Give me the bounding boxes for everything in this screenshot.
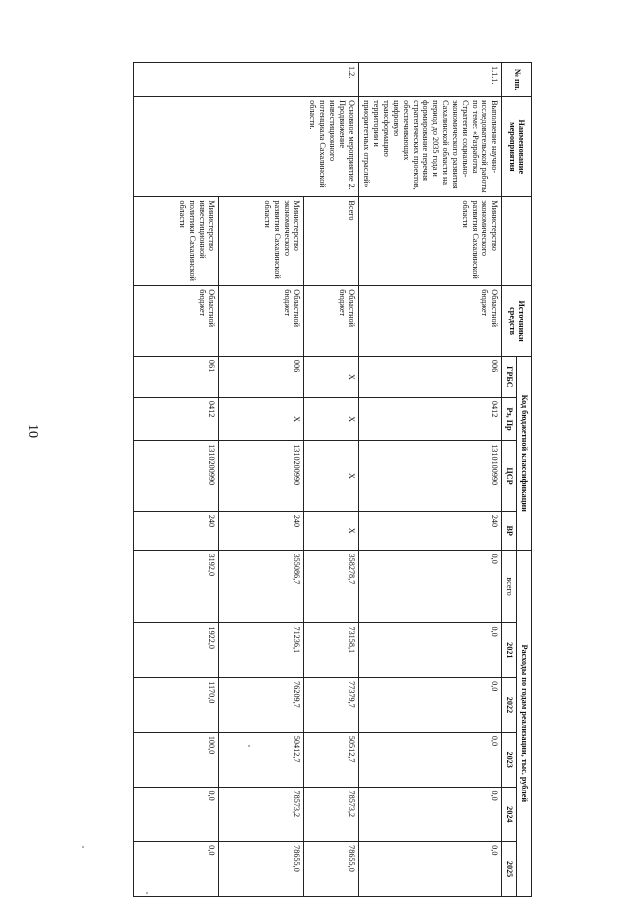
row-grbs: 006	[219, 356, 304, 397]
row-2021: 71236,1	[219, 623, 304, 678]
row-total: 355086,7	[219, 550, 304, 623]
row-num: 1.2.	[134, 63, 359, 97]
row-executor: Министерство экономического развития Сахалинской области	[359, 197, 502, 286]
row-num: 1.1.1.	[359, 63, 502, 97]
row-2021: 0,0	[359, 623, 502, 678]
row-2021: 73158,1	[304, 623, 359, 678]
row-total: 3192,0	[134, 550, 219, 623]
row-2024: 0,0	[359, 787, 502, 842]
row-source: Областной бюджет	[219, 286, 304, 357]
row-vr: 240	[359, 511, 502, 550]
budget-table-rotated	[112, 62, 532, 897]
header-2021: 2021	[502, 623, 517, 678]
row-vr: X	[304, 511, 359, 550]
row-grbs: 061	[134, 356, 219, 397]
row-2025: 0,0	[134, 842, 219, 897]
row-grbs: X	[304, 356, 359, 397]
row-2025: 78655,0	[219, 842, 304, 897]
row-csr: 1310200990	[219, 441, 304, 512]
header-rz-pr: Рз, Пр	[502, 397, 517, 440]
row-rz-pr: X	[219, 397, 304, 440]
row-2023: 50512,7	[304, 732, 359, 787]
header-num: № пп.	[502, 63, 532, 97]
row-rz-pr: X	[304, 397, 359, 440]
row-executor: Всего	[304, 197, 359, 286]
row-source: Областной бюджет	[359, 286, 502, 357]
row-2024: 78573,2	[304, 787, 359, 842]
row-total: 0,0	[359, 550, 502, 623]
budget-table	[134, 62, 533, 897]
row-name: Выполнение научно-исследовательской работы по теме: «Разработка Стратегии социально-экономического развития Сахалинской области на период до 2035 года и формирование перечня стратегических проектов, обеспечивающих цифровую трансформацию территории и приоритетных отраслей»	[359, 97, 502, 197]
header-total: всего	[502, 550, 517, 623]
scan-speck	[146, 892, 148, 894]
row-source: Областной бюджет	[134, 286, 219, 357]
header-csr: ЦСР	[502, 441, 517, 512]
row-2023: 0,0	[359, 732, 502, 787]
row-2025: 0,0	[359, 842, 502, 897]
row-source: Областной бюджет	[304, 286, 359, 357]
row-vr: 240	[219, 511, 304, 550]
header-grbs: ГРБС	[502, 356, 517, 397]
header-expenses: Расходы по годам реализации, тыс. рублей	[517, 550, 532, 896]
table-row	[359, 63, 502, 897]
row-2023: 50412,7	[219, 732, 304, 787]
row-name: Основное мероприятие 2. Продвижение инвестиционного потенциала Сахалинской области.	[134, 97, 359, 197]
row-2022: 76209,7	[219, 678, 304, 733]
row-2025: 78655,0	[304, 842, 359, 897]
row-executor: Министерство инвестиционной политики Сахалинской области	[134, 197, 219, 286]
row-csr: 1310200990	[134, 441, 219, 512]
row-executor: Министерство экономического развития Сахалинской области	[219, 197, 304, 286]
header-name: Наименование мероприятия	[502, 97, 532, 197]
row-grbs: 006	[359, 356, 502, 397]
header-budget-code: Код бюджетной классификации	[517, 356, 532, 550]
scan-speck	[248, 745, 250, 747]
header-2024: 2024	[502, 787, 517, 842]
row-rz-pr: 0412	[359, 397, 502, 440]
scan-speck	[82, 846, 84, 848]
row-2024: 78573,2	[219, 787, 304, 842]
header-executor	[502, 197, 532, 286]
header-sources: Источники средств	[502, 286, 532, 357]
row-2022: 77379,7	[304, 678, 359, 733]
row-2022: 0,0	[359, 678, 502, 733]
row-csr: 1310100990	[359, 441, 502, 512]
header-vr: ВР	[502, 511, 517, 550]
row-2023: 100,0	[134, 732, 219, 787]
header-2023: 2023	[502, 732, 517, 787]
header-2022: 2022	[502, 678, 517, 733]
row-2021: 1922,0	[134, 623, 219, 678]
row-rz-pr: 0412	[134, 397, 219, 440]
page-number: 10	[25, 424, 40, 438]
row-2024: 0,0	[134, 787, 219, 842]
row-total: 358278,7	[304, 550, 359, 623]
table-row	[304, 63, 359, 897]
row-2022: 1170,0	[134, 678, 219, 733]
row-vr: 240	[134, 511, 219, 550]
row-csr: X	[304, 441, 359, 512]
header-2025: 2025	[502, 842, 517, 897]
